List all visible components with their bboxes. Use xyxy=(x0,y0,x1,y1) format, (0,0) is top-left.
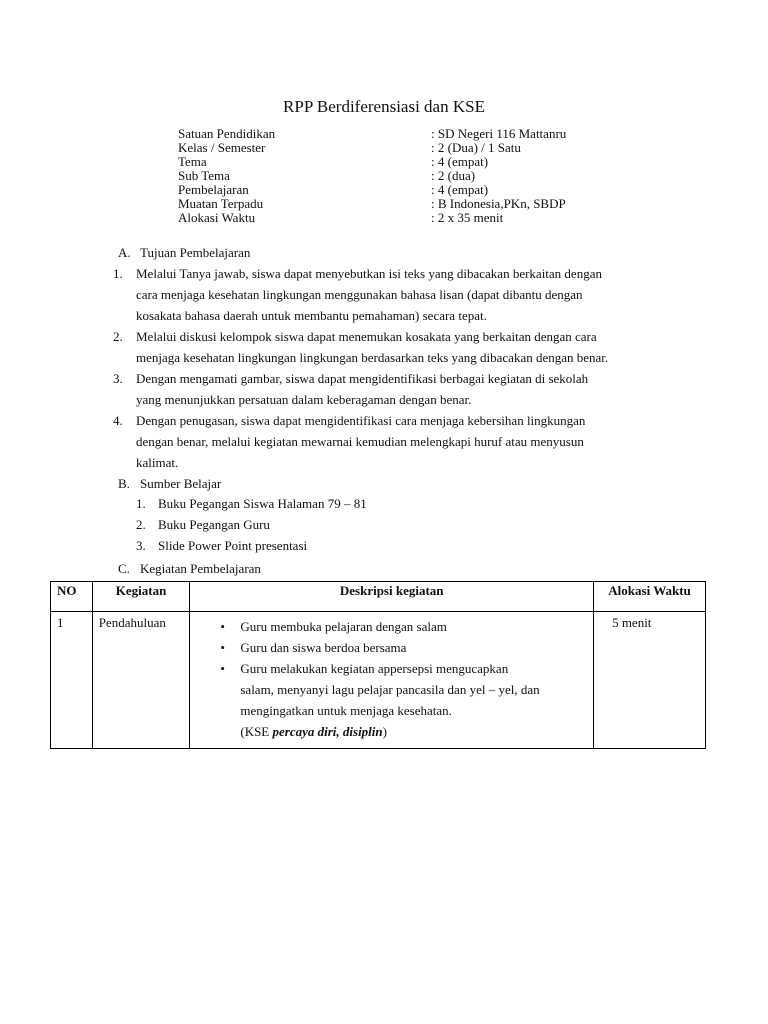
cell-alokasi xyxy=(594,612,706,749)
description-text: Guru melakukan kegiatan appersepsi mengucapkan xyxy=(240,661,509,676)
kse-note xyxy=(240,721,593,742)
list-item xyxy=(220,637,593,658)
document-title: RPP Berdiferensiasi dan KSE xyxy=(283,97,485,116)
identity-value: : 2 (dua) xyxy=(431,168,476,183)
bullet-icon: • xyxy=(220,619,225,634)
source-number: 1. xyxy=(136,496,146,511)
identity-label: Kelas / Semester xyxy=(178,140,266,155)
source-number: 2. xyxy=(136,517,146,532)
section-marker: B. xyxy=(118,476,130,491)
identity-value: : SD Negeri 116 Mattanru xyxy=(431,126,567,141)
objective-line: Melalui Tanya jawab, siswa dapat menyebutkan isi teks yang dibacakan berkaitan dengan xyxy=(136,266,602,281)
list-item xyxy=(220,658,593,742)
description-text: Guru membuka pelajaran dengan salam xyxy=(240,619,447,634)
section-marker: C. xyxy=(118,561,130,576)
objective-line: kosakata bahasa daerah untuk membantu pemahaman) secara tepat. xyxy=(136,308,487,323)
section-title: Tujuan Pembelajaran xyxy=(140,245,251,260)
identity-label: Muatan Terpadu xyxy=(178,196,264,211)
objective-number: 1. xyxy=(113,266,123,281)
section-marker: A. xyxy=(118,245,131,260)
bullet-icon: • xyxy=(220,661,225,676)
identity-value: : B Indonesia,PKn, SBDP xyxy=(431,196,566,211)
cell-no xyxy=(51,612,93,749)
kse-suffix: ) xyxy=(382,724,387,739)
identity-value: : 2 (Dua) / 1 Satu xyxy=(431,140,521,155)
kse-prefix: (KSE xyxy=(240,724,273,739)
kse-values: percaya diri, disiplin xyxy=(272,724,383,739)
objective-line: cara menjaga kesehatan lingkungan menggunakan bahasa lisan (dapat dibantu dengan xyxy=(136,287,583,302)
table-header-row xyxy=(51,582,706,612)
objective-number: 3. xyxy=(113,371,123,386)
row-number: 1 xyxy=(57,615,64,630)
objective-line: dengan benar, melalui kegiatan mewarnai kemudian melengkapi huruf atau menyusun xyxy=(136,434,584,449)
identity-value: : 4 (empat) xyxy=(431,154,489,169)
objective-line: menjaga kesehatan lingkungan lingkungan berdasarkan teks yang dibacakan dengan benar. xyxy=(136,350,609,365)
identity-label: Alokasi Waktu xyxy=(178,210,256,225)
objective-line: yang menunjukkan persatuan dalam keberagaman dengan benar. xyxy=(136,392,472,407)
objective-line: Dengan penugasan, siswa dapat mengidentifikasi cara menjaga kebersihan lingkungan xyxy=(136,413,586,428)
activities-table xyxy=(50,581,706,749)
activity-name: Pendahuluan xyxy=(98,615,166,630)
identity-label: Sub Tema xyxy=(178,168,230,183)
header-alokasi: Alokasi Waktu xyxy=(594,582,706,612)
source-text: Slide Power Point presentasi xyxy=(158,538,308,553)
description-continuation: salam, menyanyi lagu pelajar pancasila dan yel – yel, dan xyxy=(240,682,540,697)
objective-line: kalimat. xyxy=(136,455,179,470)
section-title: Kegiatan Pembelajaran xyxy=(140,561,261,576)
identity-value: : 2 x 35 menit xyxy=(431,210,504,225)
objective-line: Melalui diskusi kelompok siswa dapat menemukan kosakata yang berkaitan dengan cara xyxy=(136,329,597,344)
source-number: 3. xyxy=(136,538,146,553)
cell-kegiatan xyxy=(92,612,190,749)
cell-deskripsi xyxy=(190,612,594,749)
objective-number: 4. xyxy=(113,413,123,428)
source-text: Buku Pegangan Siswa Halaman 79 – 81 xyxy=(158,496,367,511)
identity-label: Satuan Pendidikan xyxy=(178,126,276,141)
identity-label: Pembelajaran xyxy=(178,182,249,197)
header-kegiatan: Kegiatan xyxy=(92,582,190,612)
objective-line: Dengan mengamati gambar, siswa dapat mengidentifikasi berbagai kegiatan di sekolah xyxy=(136,371,589,386)
header-no: NO xyxy=(51,582,93,612)
description-text: Guru dan siswa berdoa bersama xyxy=(240,640,407,655)
header-deskripsi: Deskripsi kegiatan xyxy=(190,582,594,612)
objective-number: 2. xyxy=(113,329,123,344)
description-list xyxy=(190,616,593,742)
identity-label: Tema xyxy=(178,154,207,169)
identity-value: : 4 (empat) xyxy=(431,182,489,197)
table-row xyxy=(51,612,706,749)
description-continuation: mengingatkan untuk menjaga kesehatan. xyxy=(240,703,452,718)
time-allocation: 5 menit xyxy=(612,615,652,630)
section-title: Sumber Belajar xyxy=(140,476,222,491)
source-text: Buku Pegangan Guru xyxy=(158,517,270,532)
bullet-icon: • xyxy=(220,640,225,655)
list-item xyxy=(220,616,593,637)
